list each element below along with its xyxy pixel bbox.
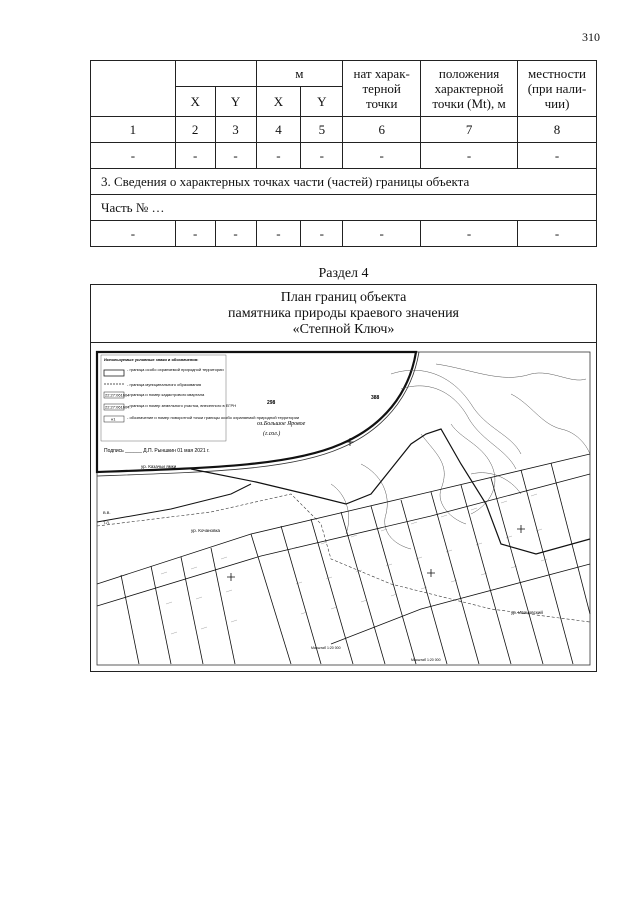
side-marks: Т.Л. <box>103 520 110 525</box>
depth-label: 298 <box>267 400 276 406</box>
legend-item: - граница особо охраняемой природной территории <box>127 367 224 372</box>
table-cell: 4 <box>256 117 301 143</box>
plan-box <box>90 284 597 672</box>
signature: Подпись ______ Д.П. Рыншкин 01 мая 2021 г. <box>104 448 210 454</box>
section-title: Раздел 4 <box>318 266 369 281</box>
table-cell: - <box>215 221 256 247</box>
table-cell: 8 <box>518 117 597 143</box>
table-dash-row <box>91 143 597 169</box>
legend-item: - граница муниципального образования <box>127 382 201 387</box>
place-label: ур. Кочановка <box>191 528 221 533</box>
table-cell: 5 <box>301 117 343 143</box>
table-cell: 1 <box>91 117 176 143</box>
header-col7: положения характерной точки (Mt), м <box>421 61 518 117</box>
legend-code: 22:27:061604 <box>105 392 130 398</box>
legend-title: Используемые условные знаки и обозначения: <box>104 357 199 362</box>
table-section3-row <box>91 169 597 195</box>
header-cell-empty <box>91 61 176 117</box>
plan-title-line: План границ объекта <box>280 290 407 305</box>
table-cell: - <box>421 221 518 247</box>
header-cell-empty <box>175 61 256 87</box>
boundary-map <box>91 344 596 670</box>
table-cell: - <box>518 221 597 247</box>
table-cell: 3 <box>215 117 256 143</box>
table-cell: - <box>256 221 301 247</box>
table-cell: - <box>421 143 518 169</box>
table-dash-row <box>91 221 597 247</box>
table-cell: - <box>175 143 215 169</box>
table-numbers-row <box>91 117 597 143</box>
scale-label: Масштаб 1:20 000 <box>311 646 341 650</box>
legend-item: - граница и номер земельного участка, внесенного в ЕГРН <box>127 403 237 408</box>
page-number: 310 <box>582 30 600 44</box>
legend-code: 22:27:061604: <box>105 404 131 410</box>
scale-label-bottom: Масштаб 1:20 000 <box>411 658 441 662</box>
table-cell: - <box>301 143 343 169</box>
header-col6: нат харак- терной точки <box>343 61 421 117</box>
table-cell: 6 <box>343 117 421 143</box>
table-cell: - <box>343 143 421 169</box>
legend-code: н1 <box>111 416 116 422</box>
table-cell: - <box>256 143 301 169</box>
table-cell: - <box>175 221 215 247</box>
table-cell: 7 <box>421 117 518 143</box>
subheader-x: X <box>256 87 301 117</box>
table-cell: - <box>215 143 256 169</box>
lake-label: оз.Большое Яровое <box>257 421 306 427</box>
table-cell: - <box>518 143 597 169</box>
subheader-y: Y <box>215 87 256 117</box>
table-cell: - <box>301 221 343 247</box>
header-col8: местности (при нали- чии) <box>518 61 597 117</box>
table-cell: 2 <box>175 117 215 143</box>
depth-label: 388 <box>371 395 380 401</box>
side-marks: В.В. <box>103 510 111 515</box>
header-group-m: м <box>256 61 343 87</box>
table-header-row <box>91 61 597 87</box>
table-cell: - <box>91 221 176 247</box>
subheader-x: X <box>175 87 215 117</box>
table-cell: - <box>91 143 176 169</box>
place-label: ур. Казачьи ямки <box>141 464 177 469</box>
legend-item: - граница и номер кадастрового квартала <box>127 392 205 397</box>
plan-title-line: «Степной Ключ» <box>292 322 395 337</box>
plan-title-line: памятника природы краевого значения <box>227 306 459 321</box>
lake-label: (г.сол.) <box>263 431 281 437</box>
legend-item: - обозначение и номер поворотной точки границы особо охраняемой природной территории <box>127 415 300 420</box>
part-text: Часть № … <box>91 195 597 221</box>
plan-header <box>91 285 596 343</box>
table-part-row <box>91 195 597 221</box>
coordinates-table <box>90 60 597 247</box>
subheader-y: Y <box>301 87 343 117</box>
section3-text: 3. Сведения о характерных точках части (частей) границы объекта <box>91 169 597 195</box>
table-cell: - <box>343 221 421 247</box>
place-label: ур. Ивановский <box>511 610 543 615</box>
